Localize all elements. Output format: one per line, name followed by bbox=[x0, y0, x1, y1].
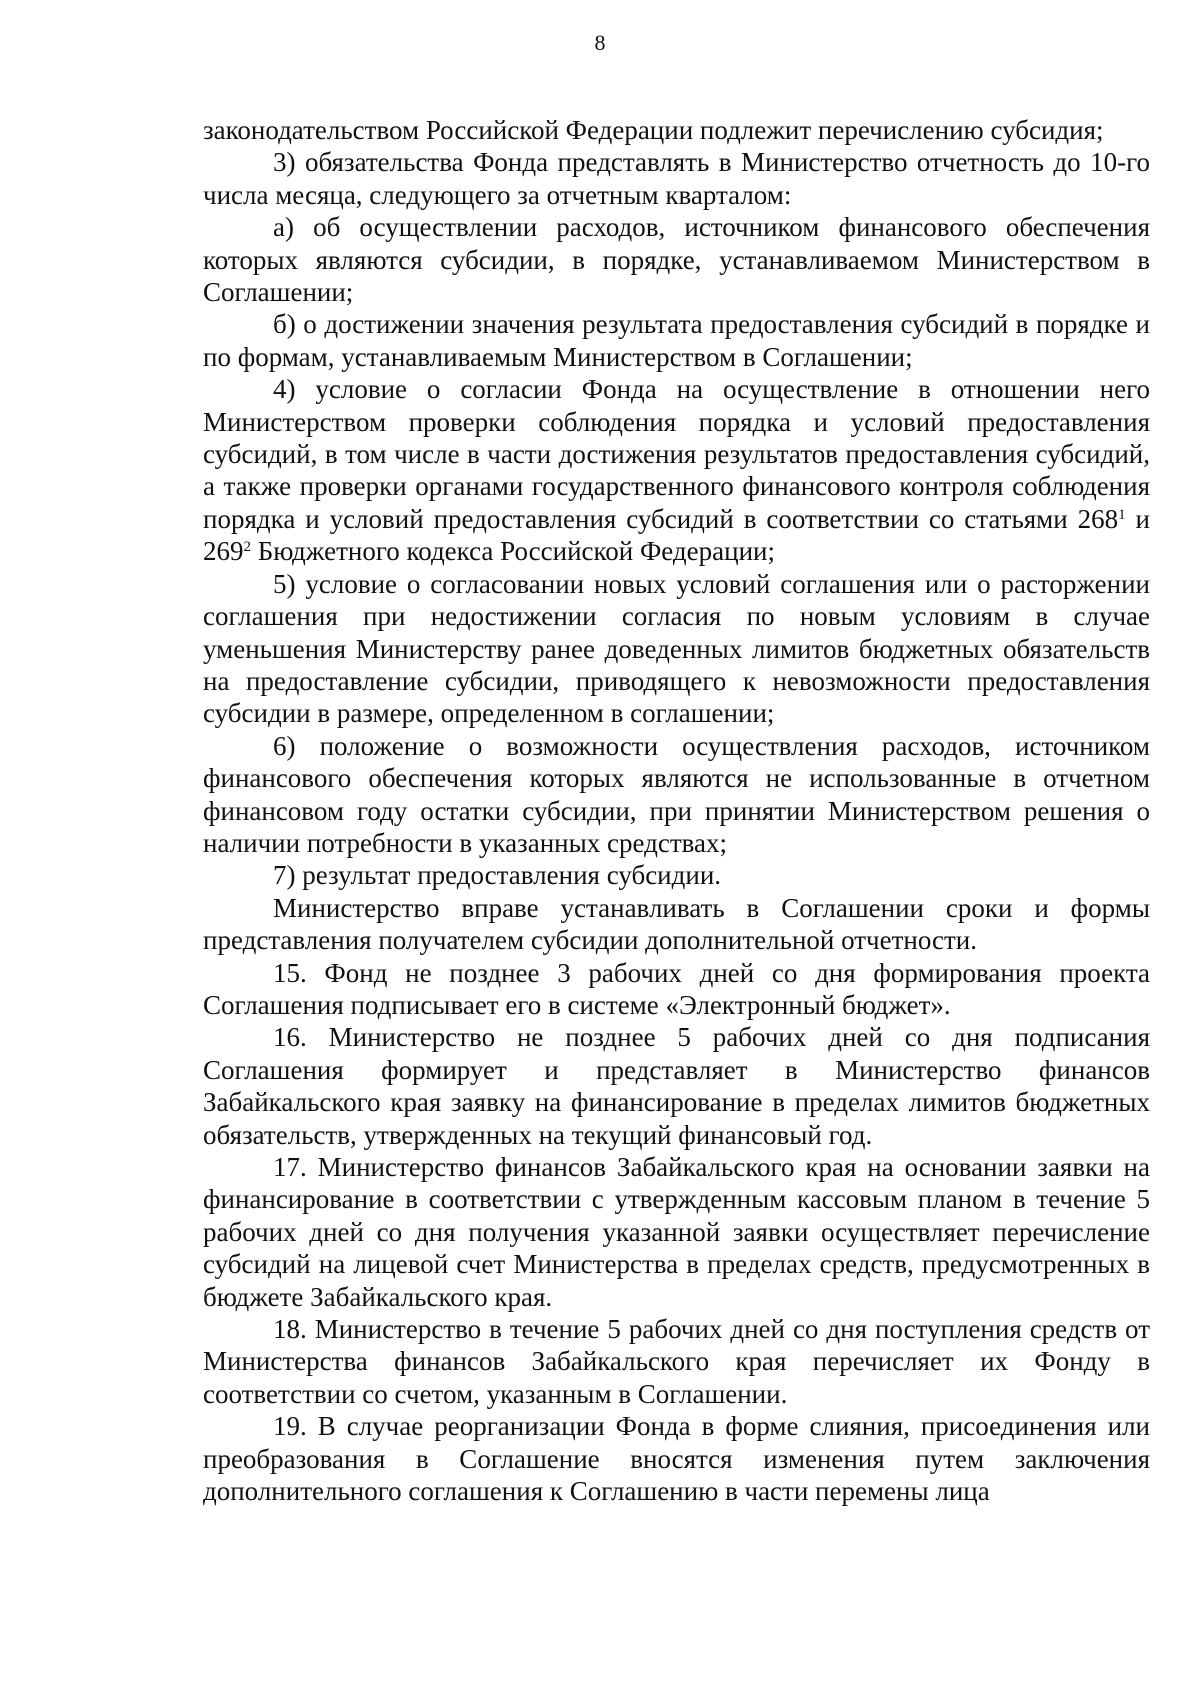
paragraph-19: 19. В случае реорганизации Фонда в форме слияния, присоединения или преобразования в Соглашение вносятся изменения путем заключения дополнительного соглашения к Соглашению в части перемены лица bbox=[203, 1411, 1150, 1507]
paragraph-item-4-text-c: Бюджетного кодекса Российской Федерации; bbox=[251, 536, 775, 567]
paragraph-item-4 bbox=[203, 373, 1150, 567]
superscript-1: 1 bbox=[1118, 506, 1126, 523]
document-body bbox=[203, 114, 1150, 1507]
paragraph-item-3b: б) о достижении значения результата предоставления субсидий в порядке и по формам, устанавливаемым Министерством в Соглашении; bbox=[203, 309, 1150, 372]
paragraph-item-6: 6) положение о возможности осуществления расходов, источником финансового обеспечения которых являются не использованные в отчетном финансовом году остатки субсидии, при принятии Министерством решения о наличии потребности в указанных средствах; bbox=[203, 730, 1150, 858]
paragraph-16: 16. Министерство не позднее 5 рабочих дней со дня подписания Соглашения формирует и представляет в Министерство финансов Забайкальского края заявку на финансирование в пределах лимитов бюджетных обязательств, утвержденных на текущий финансовый год. bbox=[203, 1022, 1150, 1150]
paragraph-item-3a: а) об осуществлении расходов, источником финансового обеспечения которых являются субсидии, в порядке, устанавливаемом Министерством в Соглашении; bbox=[203, 212, 1150, 308]
paragraph-15: 15. Фонд не позднее 3 рабочих дней со дня формирования проекта Соглашения подписывает его в системе «Электронный бюджет». bbox=[203, 957, 1150, 1020]
paragraph-item-7: 7) результат предоставления субсидии. bbox=[273, 860, 722, 891]
paragraph-item-4-text-b: и 269 bbox=[203, 503, 1150, 567]
paragraph-17: 17. Министерство финансов Забайкальского края на основании заявки на финансирование в соответствии с утвержденным кассовым планом в течение 5 рабочих дней со дня получения указанной заявки осуществляет перечисление субсидий на лицевой счет Министерства в пределах средств, предусмотренных в бюджете Забайкальского края. bbox=[203, 1152, 1150, 1312]
paragraph-18: 18. Министерство в течение 5 рабочих дней со дня поступления средств от Министерства финансов Забайкальского края перечисляет их Фонду в соответствии со счетом, указанным в Соглашении. bbox=[203, 1314, 1150, 1409]
paragraph-item-3: 3) обязательства Фонда представлять в Министерство отчетность до 10-го числа месяца, следующего за отчетным кварталом: bbox=[203, 147, 1150, 210]
paragraph-item-5: 5) условие о согласовании новых условий соглашения или о расторжении соглашения при недостижении согласия по новым условиям в случае уменьшения Министерству ранее доведенных лимитов бюджетных обязательств на предоставление субсидии, приводящего к невозможности предоставления субсидии в размере, определенном в соглашении; bbox=[203, 568, 1150, 729]
paragraph-item-4-text-a: 4) условие о согласии Фонда на осуществление в отношении него Министерством проверки соблюдения порядка и условий предоставления субсидий, в том числе в части достижения результатов предоставления субсидий, а также проверки органами государственного финансового контроля соблюдения порядка и условий предоставления субсидий в соответствии со статьями 268 bbox=[203, 374, 1150, 534]
paragraph-reporting: Министерство вправе устанавливать в Соглашении сроки и формы представления получателем субсидии дополнительной отчетности. bbox=[203, 892, 1150, 956]
page-number: 8 bbox=[594, 30, 606, 55]
paragraph-continuation: законодательством Российской Федерации подлежит перечислению субсидия; bbox=[203, 115, 1104, 145]
superscript-2: 2 bbox=[243, 539, 251, 556]
